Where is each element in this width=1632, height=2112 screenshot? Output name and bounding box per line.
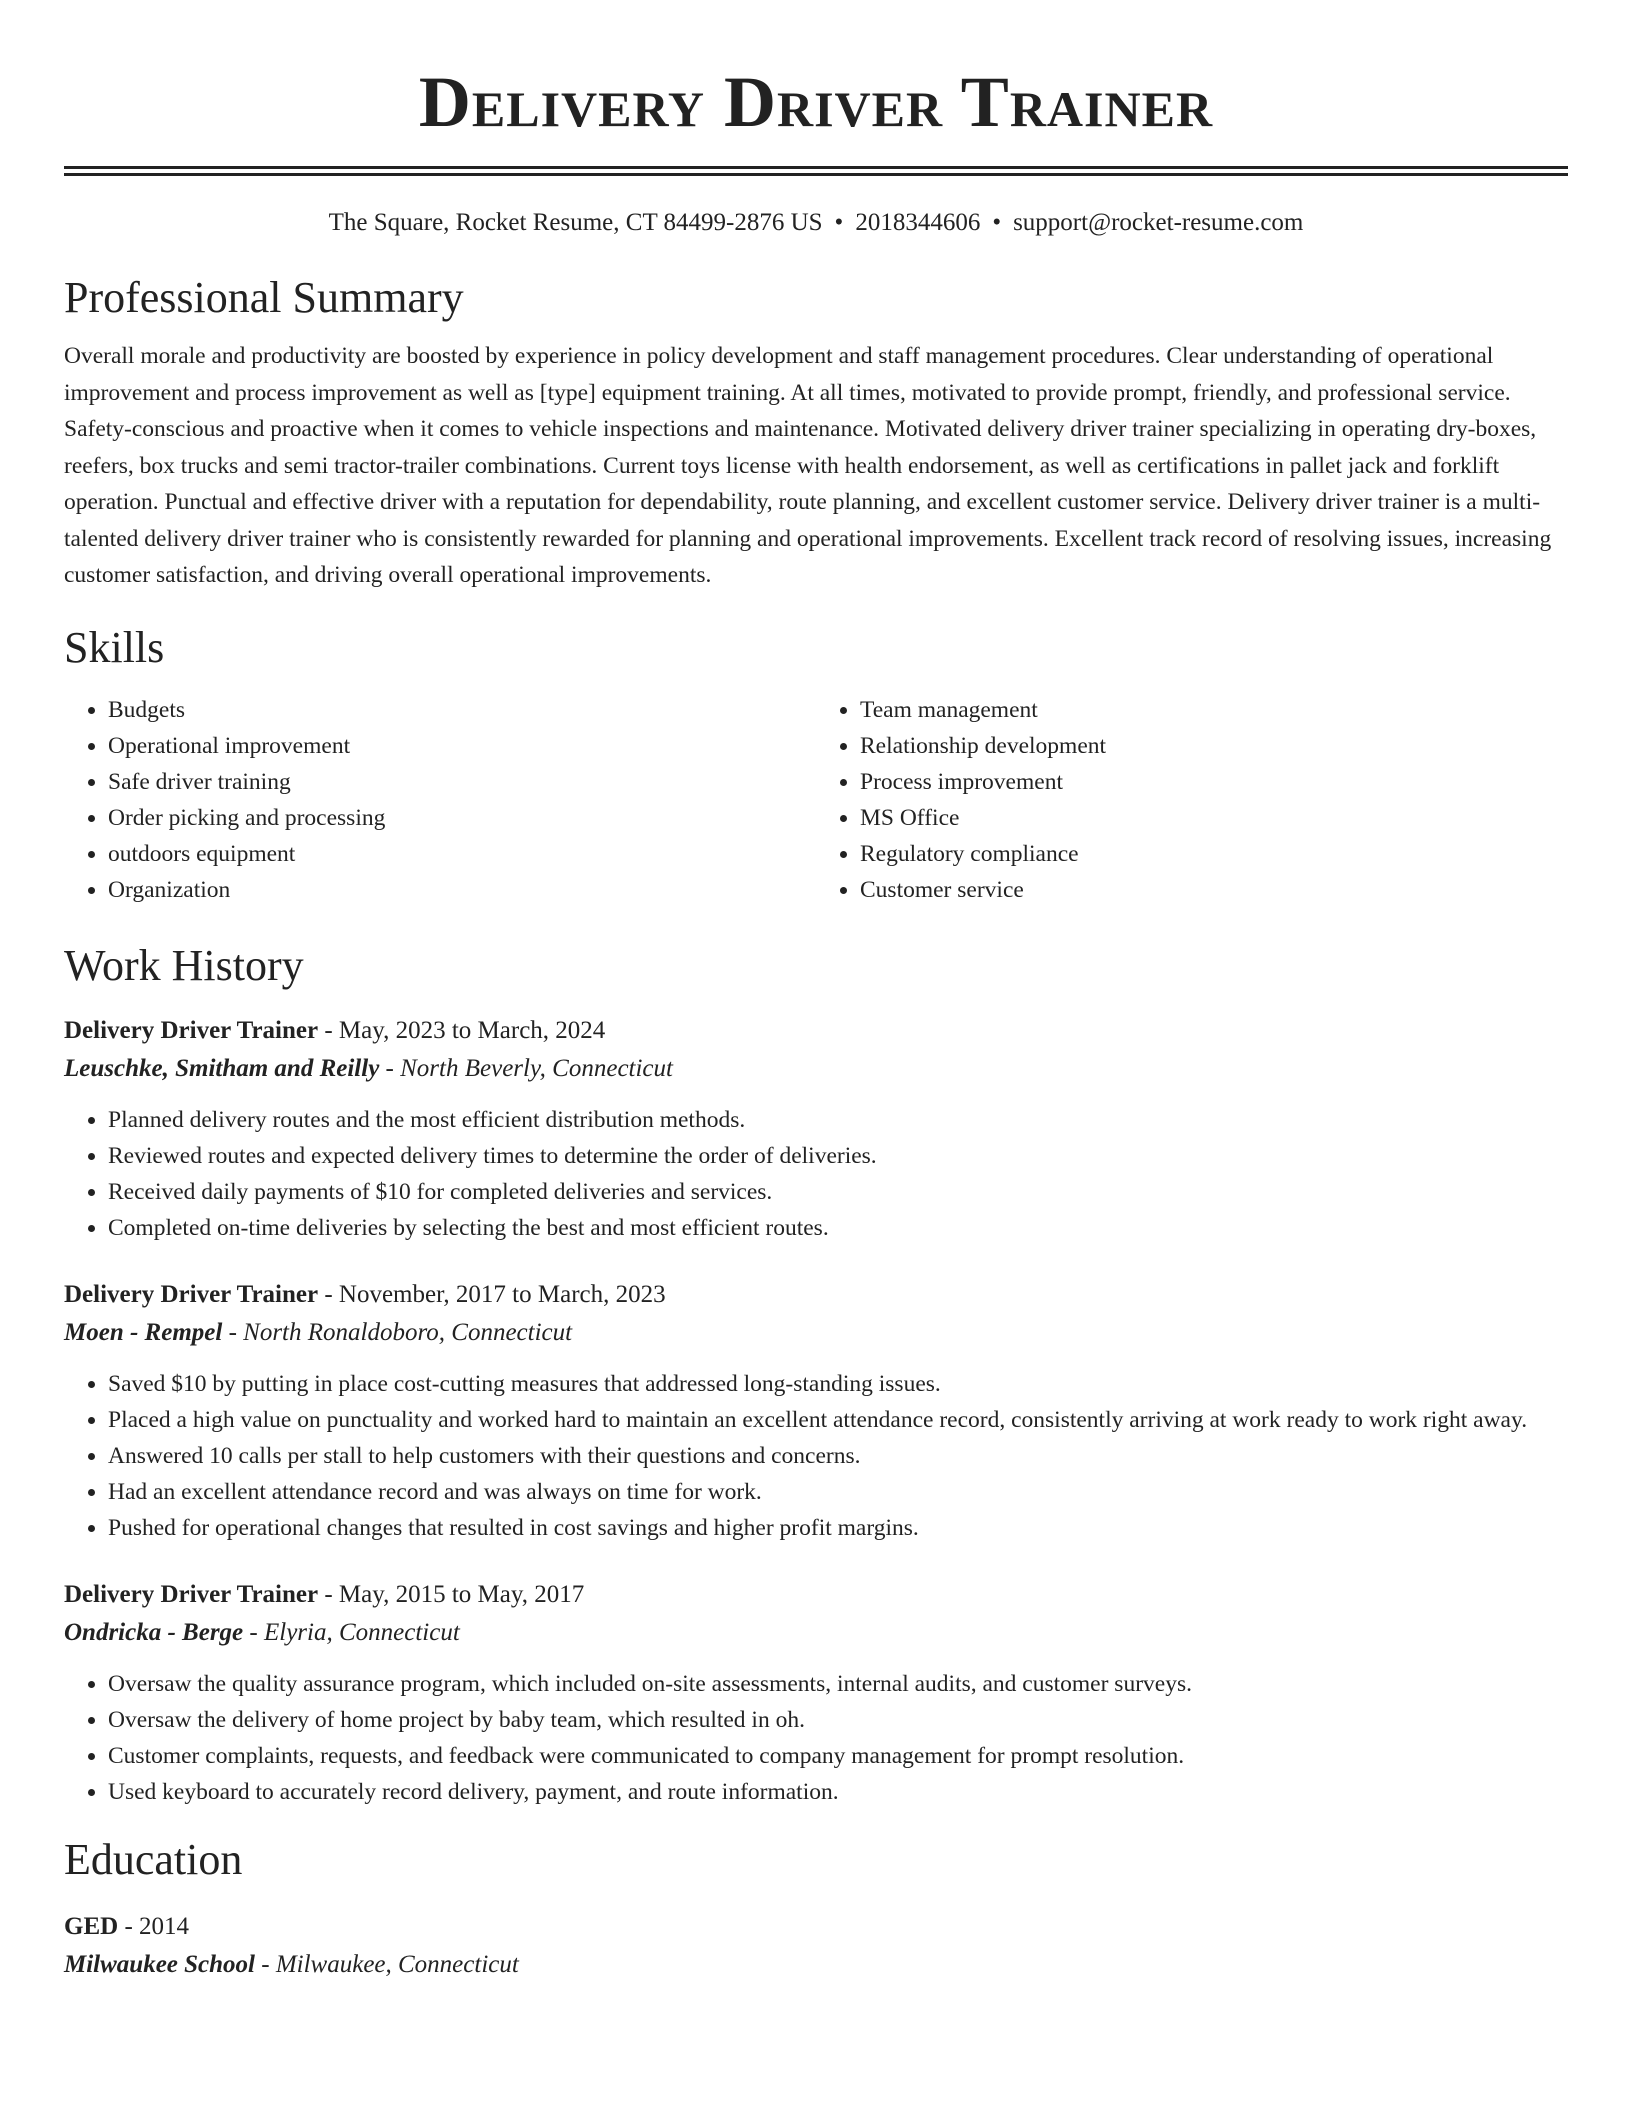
job-bullets [64, 1102, 1568, 1246]
education-degree: GED [64, 1912, 119, 1940]
contact-separator: • [834, 209, 844, 236]
job-role: Delivery Driver Trainer [64, 1580, 319, 1608]
job-title-line [64, 1576, 1568, 1614]
skill-item: • Relationship development [860, 728, 1568, 764]
dash: - [379, 1054, 401, 1082]
company-location: Elyria, Connecticut [263, 1618, 460, 1646]
job-bullet: • Placed a high value on punctuality and worked hard to maintain an excellent attendance record, consistently arriving at work ready to work right away. [108, 1402, 1568, 1438]
skill-item: • outdoors equipment [108, 836, 816, 872]
job-bullet: • Oversaw the delivery of home project by baby team, which resulted in oh. [108, 1702, 1568, 1738]
resume-name: Delivery Driver Trainer [418, 62, 1214, 142]
job-bullets [64, 1366, 1568, 1546]
skill-item: • Customer service [860, 872, 1568, 908]
contact-separator: • [992, 209, 1002, 236]
company-name: Moen - Rempel [64, 1318, 223, 1346]
company-line [64, 1050, 1568, 1088]
education-school-line [64, 1946, 1568, 1984]
contact-phone: 2018344606 [855, 209, 981, 236]
company-location: North Ronaldoboro, Connecticut [243, 1318, 573, 1346]
skill-item: • Regulatory compliance [860, 836, 1568, 872]
skill-item: • Team management [860, 692, 1568, 728]
skills-list [64, 692, 1568, 908]
job-title-line [64, 1012, 1568, 1050]
job-bullets [64, 1666, 1568, 1810]
skill-item: • Safe driver training [108, 764, 816, 800]
contact-address: The Square, Rocket Resume, CT 84499-2876 US [328, 209, 823, 236]
job-bullet: • Pushed for operational changes that resulted in cost savings and higher profit margins. [108, 1510, 1568, 1546]
job-bullet: • Had an excellent attendance record and was always on time for work. [108, 1474, 1568, 1510]
dash: - [255, 1950, 276, 1978]
dash: - [318, 1280, 339, 1308]
job-bullet: • Customer complaints, requests, and feedback were communicated to company management for prompt resolution. [108, 1738, 1568, 1774]
job-dates: November, 2017 to March, 2023 [338, 1280, 666, 1308]
job-role: Delivery Driver Trainer [64, 1016, 319, 1044]
company-name: Leuschke, Smitham and Reilly [64, 1054, 380, 1082]
skill-item: • MS Office [860, 800, 1568, 836]
skill-item: • Organization [108, 872, 816, 908]
company-line [64, 1314, 1568, 1352]
skill-item: • Process improvement [860, 764, 1568, 800]
company-line [64, 1614, 1568, 1652]
education-location: Milwaukee, Connecticut [275, 1950, 519, 1978]
job-title-line [64, 1276, 1568, 1314]
job-role: Delivery Driver Trainer [64, 1280, 319, 1308]
job-bullet: • Oversaw the quality assurance program, which included on-site assessments, internal audits, and customer surveys. [108, 1666, 1568, 1702]
job-bullet: • Received daily payments of $10 for completed deliveries and services. [108, 1174, 1568, 1210]
job-bullet: • Answered 10 calls per stall to help customers with their questions and concerns. [108, 1438, 1568, 1474]
education-school: Milwaukee School [64, 1950, 255, 1978]
skills-column-left [64, 692, 816, 908]
education-heading: Education [64, 1834, 243, 1884]
dash: - [318, 1016, 339, 1044]
job-bullet: • Completed on-time deliveries by selecting the best and most efficient routes. [108, 1210, 1568, 1246]
job-dates: May, 2015 to May, 2017 [338, 1580, 585, 1608]
header-double-rule [64, 166, 1568, 176]
job-dates: May, 2023 to March, 2024 [338, 1016, 606, 1044]
skills-heading: Skills [64, 622, 165, 672]
summary-heading: Professional Summary [64, 273, 464, 322]
job-bullet: • Planned delivery routes and the most efficient distribution methods. [108, 1102, 1568, 1138]
skill-item: • Order picking and processing [108, 800, 816, 836]
dash: - [118, 1912, 140, 1940]
dash: - [243, 1618, 264, 1646]
skills-column-right [816, 692, 1568, 908]
job-bullet: • Reviewed routes and expected delivery times to determine the order of deliveries. [108, 1138, 1568, 1174]
education-year: 2014 [139, 1912, 190, 1940]
contact-line [64, 206, 1568, 240]
work-history-heading: Work History [64, 940, 304, 990]
summary-text: Overall morale and productivity are boosted by experience in policy development and staff management procedures. Clear understanding of operational improvement and process improvement as well as [type] equipment training. At all times, motivated to provide prompt, friendly, and professional service. Safety-conscious and proactive when it comes to vehicle inspections and maintenance. Motivated delivery driver trainer specializing in operating dry-boxes, reefers, box trucks and semi tractor-trailer combinations. Current toys license with health endorsement, as well as certifications in pallet jack and forklift operation. Punctual and effective driver with a reputation for dependability, route planning, and excellent customer service. Delivery driver trainer is a multi-talented delivery driver trainer who is consistently rewarded for planning and operational improvements. Excellent track record of resolving issues, increasing customer satisfaction, and driving overall operational improvements. [64, 343, 1552, 588]
company-location: North Beverly, Connecticut [400, 1054, 673, 1082]
skill-item: • Operational improvement [108, 728, 816, 764]
job-bullet: • Saved $10 by putting in place cost-cutting measures that addressed long-standing issues. [108, 1366, 1568, 1402]
contact-email: support@rocket-resume.com [1013, 209, 1304, 236]
skill-item: • Budgets [108, 692, 816, 728]
dash: - [222, 1318, 244, 1346]
company-name: Ondricka - Berge [64, 1618, 244, 1646]
dash: - [318, 1580, 339, 1608]
education-degree-line [64, 1908, 1568, 1946]
job-bullet: • Used keyboard to accurately record delivery, payment, and route information. [108, 1774, 1568, 1810]
